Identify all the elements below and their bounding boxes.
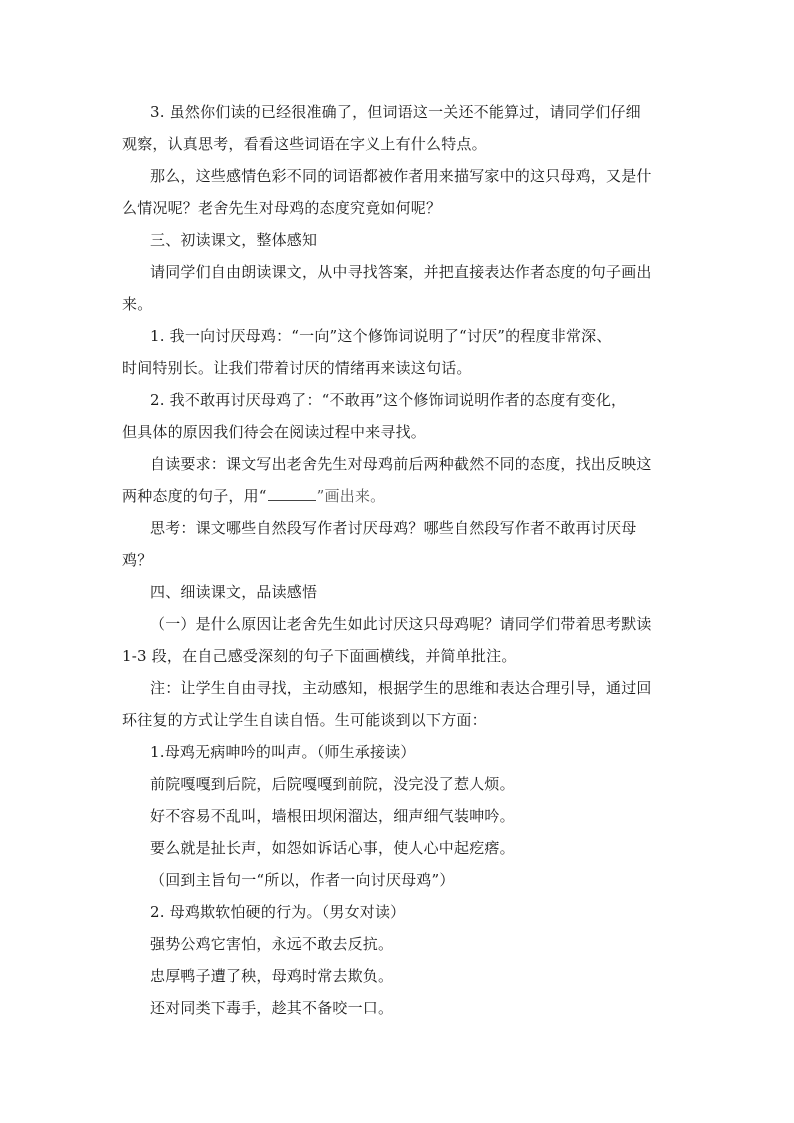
- paragraph-line: 2. 我不敢再讨厌母鸡了：“不敢再”这个修饰词说明作者的态度有变化，: [150, 391, 627, 409]
- paragraph-line: 那么，这些感情色彩不同的词语都被作者用来描写家中的这只母鸡，又是什: [150, 167, 652, 185]
- paragraph-line: 1. 我一向讨厌母鸡：“一向”这个修饰词说明了“讨厌”的程度非常深、: [150, 327, 612, 345]
- paragraph-text: 两种态度的句子，用“: [122, 487, 267, 505]
- section-heading: 三、初读课文，整体感知: [150, 231, 318, 249]
- paragraph-line: （回到主旨句一“所以，作者一向讨厌母鸡”）: [150, 871, 455, 889]
- paragraph-line: 好不容易不乱叫，墙根田坝闲溜达，细声细气装呻吟。: [150, 807, 515, 825]
- paragraph-line: 思考：课文哪些自然段写作者讨厌母鸡？哪些自然段写作者不敢再讨厌母: [150, 519, 637, 537]
- paragraph-line: 还对同类下毒手，趁其不备咬一口。: [150, 999, 394, 1017]
- paragraph-line: 但具体的原因我们待会在阅读过程中来寻找。: [122, 423, 427, 441]
- paragraph-text: ”画出来。: [316, 487, 386, 505]
- paragraph-line: 前院嘎嘎到后院，后院嘎嘎到前院，没完没了惹人烦。: [150, 775, 515, 793]
- paragraph-line: 1-3 段，在自己感受深刻的句子下面画横线，并简单批注。: [122, 647, 517, 665]
- paragraph-line: 2. 母鸡欺软怕硬的行为。（男女对读）: [150, 903, 406, 921]
- paragraph-line: 忠厚鸭子遭了秧，母鸡时常去欺负。: [150, 967, 394, 985]
- paragraph-line: （一）是什么原因让老舍先生如此讨厌这只母鸡呢？请同学们带着思考默读: [150, 615, 652, 633]
- paragraph-line: 自读要求：课文写出老舍先生对母鸡前后两种截然不同的态度，找出反映这: [150, 455, 652, 473]
- paragraph-line: 来。: [122, 295, 153, 313]
- paragraph-line: 3. 虽然你们读的已经很准确了，但词语这一关还不能算过，请同学们仔细: [150, 103, 641, 121]
- paragraph-line: 环往复的方式让学生自读自悟。生可能谈到以下方面：: [122, 711, 487, 729]
- section-heading: 四、细读课文，品读感悟: [150, 583, 318, 601]
- paragraph-line: 注：让学生自由寻找，主动感知，根据学生的思维和表达合理引导，通过回: [150, 679, 652, 697]
- paragraph-line: 观察，认真思考，看看这些词语在字义上有什么特点。: [122, 135, 487, 153]
- paragraph-line: 强势公鸡它害怕，永远不敢去反抗。: [150, 935, 394, 953]
- paragraph-line: 鸡？: [122, 551, 153, 569]
- paragraph-line: 时间特别长。让我们带着讨厌的情绪再来读这句话。: [122, 359, 472, 377]
- paragraph-line: 请同学们自由朗读课文，从中寻找答案，并把直接表达作者态度的句子画出: [150, 263, 652, 281]
- paragraph-line: 要么就是扯长声，如怨如诉话心事，使人心中起疙瘩。: [150, 839, 515, 857]
- underline-blank: [268, 486, 316, 501]
- paragraph-line: [122, 486, 385, 506]
- paragraph-line: 1.母鸡无病呻吟的叫声。（师生承接读）: [150, 743, 416, 761]
- paragraph-line: 么情况呢？老舍先生对母鸡的态度究竟如何呢？: [122, 199, 442, 217]
